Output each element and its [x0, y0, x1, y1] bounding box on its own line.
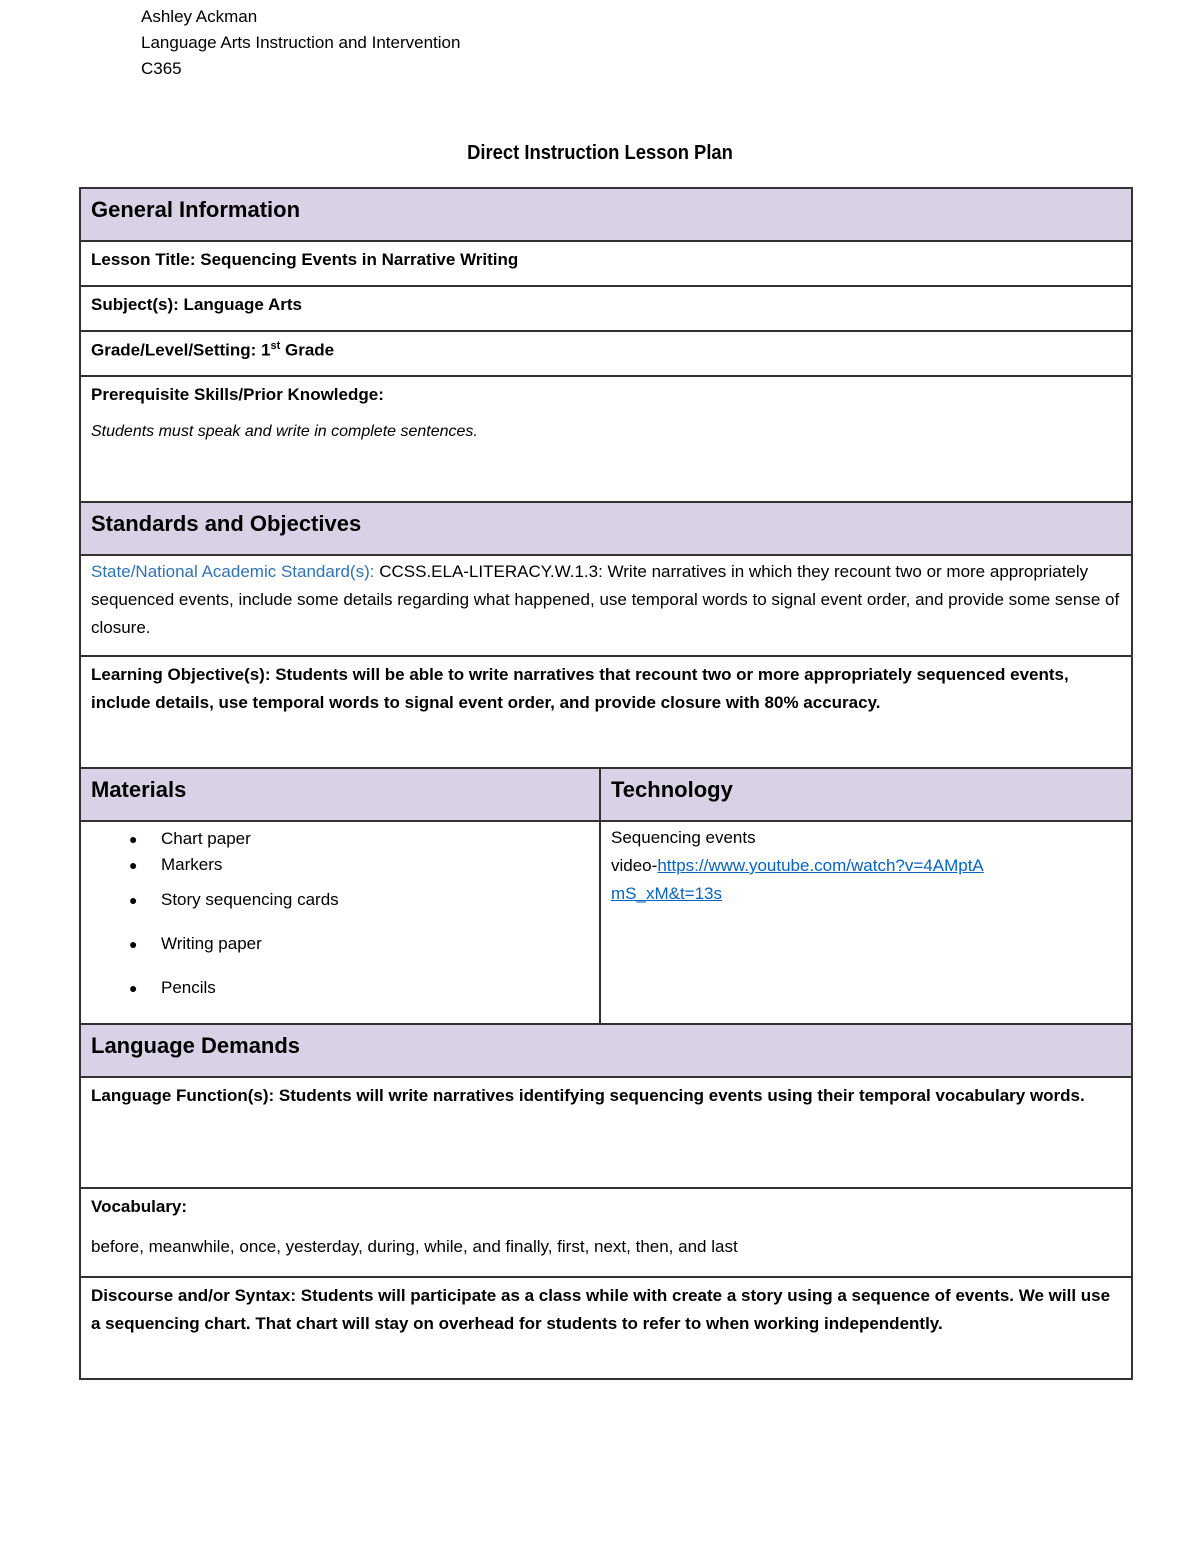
- list-item: ● Markers: [91, 852, 589, 878]
- prerequisite-text: Students must speak and write in complete sentences.: [91, 423, 478, 440]
- author-name: Ashley Ackman: [141, 7, 258, 26]
- section-standards-objectives: Standards and Objectives: [80, 502, 1132, 555]
- bullet-icon: ●: [129, 936, 138, 952]
- video-link[interactable]: https://www.youtube.com/watch?v=4AMptAmS_xM&t=13s: [611, 856, 984, 903]
- course-name: Language Arts Instruction and Intervention: [141, 33, 461, 52]
- grade-prefix: Grade/Level/Setting: 1: [91, 340, 271, 360]
- technology-video: [611, 852, 991, 908]
- learning-objective: Learning Objective(s): Students will be able to write narratives that recount two or more appropriately sequenced events, include details, use temporal words to signal event order, and provide closure with 80% accuracy.: [80, 656, 1132, 768]
- bullet-icon: ●: [129, 831, 138, 847]
- discourse-syntax: Discourse and/or Syntax: Students will participate as a class while with create a story using a sequence of events. We will use a sequencing chart. That chart will stay on overhead for students to refer to when working independently.: [80, 1277, 1132, 1379]
- lesson-title: Lesson Title: Sequencing Events in Narrative Writing: [80, 241, 1132, 286]
- grade-level: [80, 331, 1132, 376]
- materials-list: [91, 822, 589, 1010]
- subjects: Subject(s): Language Arts: [80, 286, 1132, 331]
- lesson-plan-table: [79, 187, 1133, 1380]
- standard-label: State/National Academic Standard(s):: [91, 562, 375, 581]
- list-item: ● Chart paper: [91, 826, 589, 852]
- list-item: ● Pencils: [91, 966, 589, 1010]
- language-function: Language Function(s): Students will write narratives identifying sequencing events using their temporal vocabulary words.: [80, 1077, 1132, 1188]
- prerequisite-label: Prerequisite Skills/Prior Knowledge:: [91, 385, 384, 404]
- vocabulary-label: Vocabulary:: [91, 1197, 188, 1216]
- list-item: ● Writing paper: [91, 922, 589, 966]
- academic-standard: [80, 555, 1132, 656]
- section-general-information: General Information: [80, 188, 1132, 241]
- course-code: C365: [141, 59, 182, 78]
- prerequisite-skills: [80, 376, 1132, 502]
- technology-description: Sequencing events: [611, 828, 756, 847]
- vocabulary: [80, 1188, 1132, 1277]
- materials-cell: [80, 821, 600, 1024]
- grade-suffix: Grade: [280, 340, 335, 360]
- document-title: Direct Instruction Lesson Plan: [467, 142, 733, 164]
- video-prefix: video-: [611, 856, 658, 875]
- section-technology: Technology: [600, 768, 1132, 821]
- grade-superscript: st: [270, 340, 281, 352]
- technology-cell: [600, 821, 1132, 1024]
- section-materials: Materials: [80, 768, 600, 821]
- bullet-icon: ●: [129, 857, 138, 873]
- vocabulary-words: before, meanwhile, once, yesterday, during, while, and finally, first, next, then, and last: [91, 1237, 738, 1256]
- document-header: [141, 4, 460, 82]
- section-language-demands: Language Demands: [80, 1024, 1132, 1077]
- standard-text: CCSS.ELA-LITERACY.W.1.3: Write narratives in which they recount two or more appropriately sequenced events, include some details regarding what happened, use temporal words to signal event order, and provide some sense of closure.: [91, 562, 1120, 637]
- list-item: ● Story sequencing cards: [91, 878, 589, 922]
- bullet-icon: ●: [129, 980, 138, 996]
- bullet-icon: ●: [129, 892, 138, 908]
